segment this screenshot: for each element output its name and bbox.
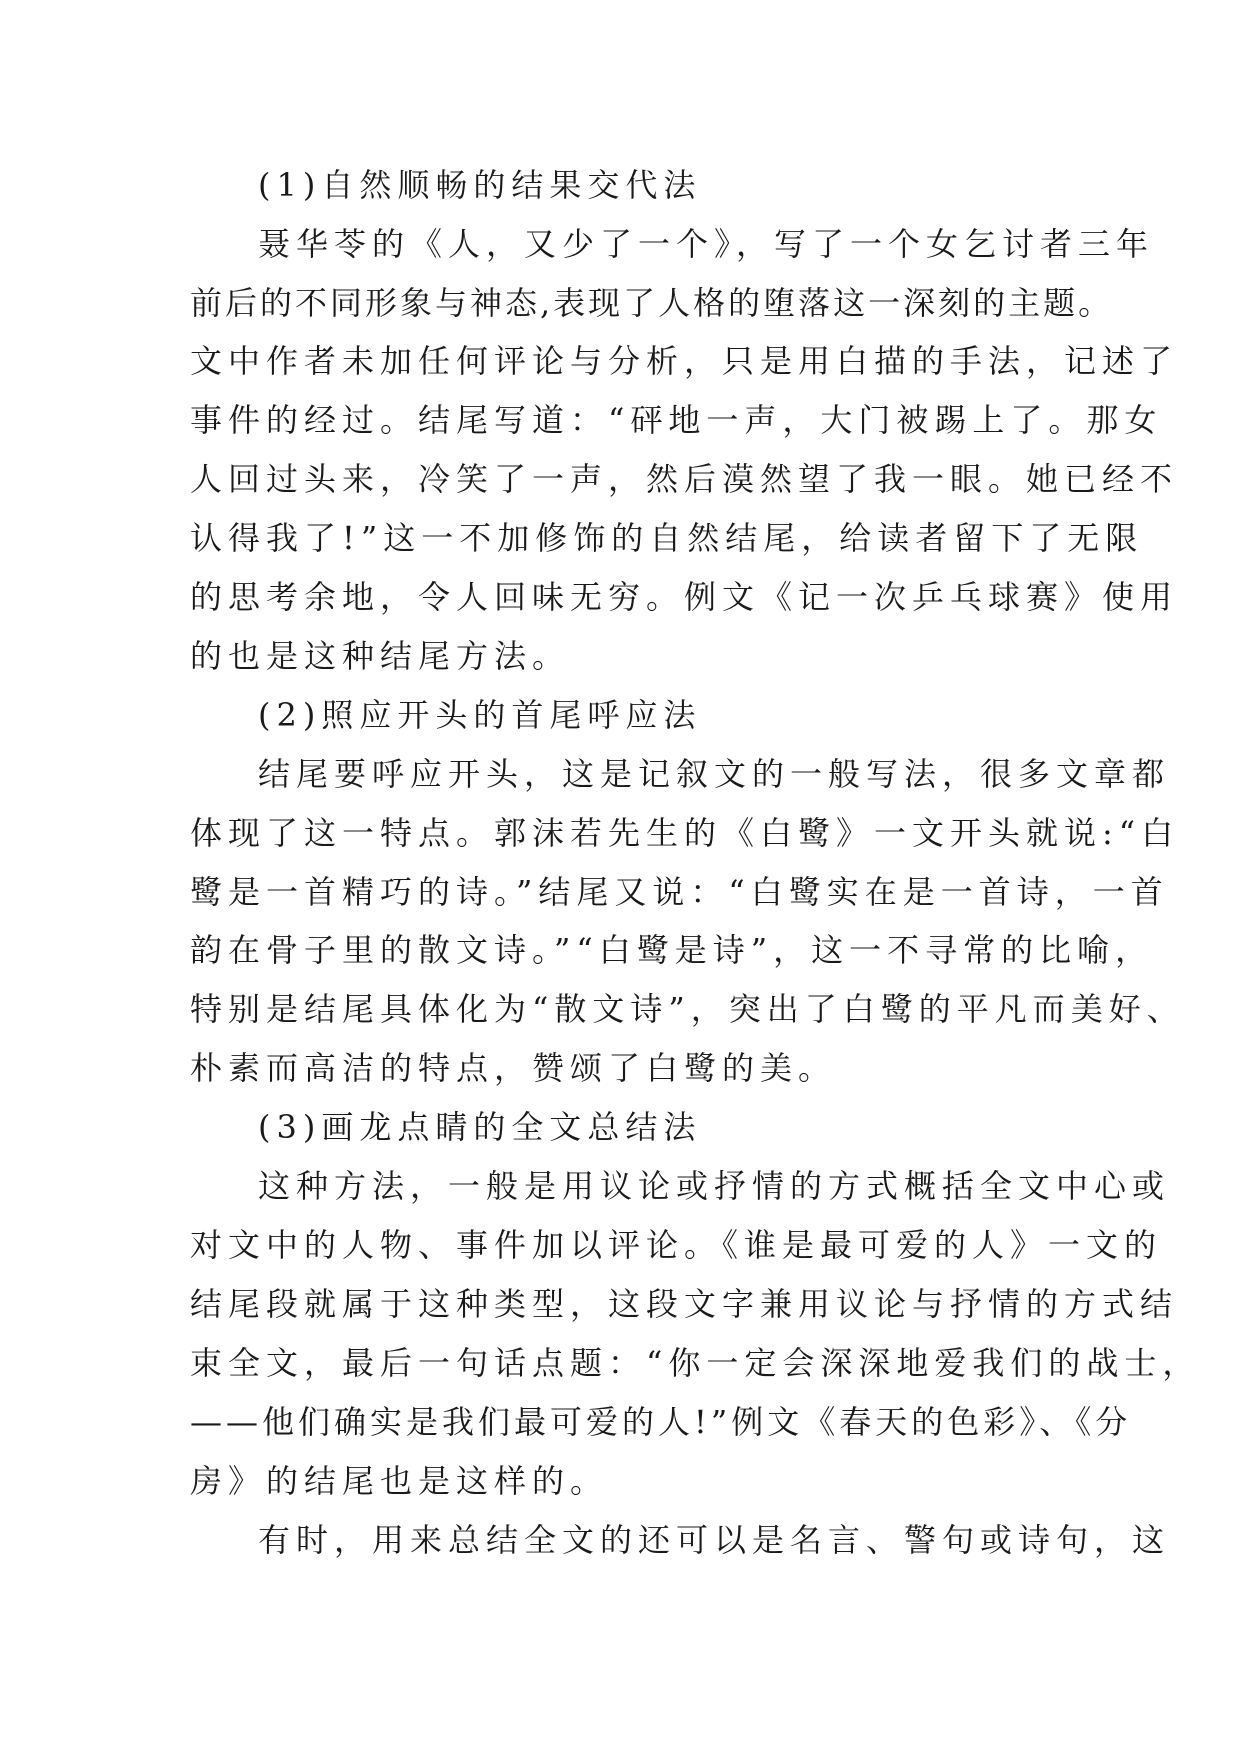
paragraph-line: 前后的不同形象与神态,表现了人格的堕落这一深刻的主题。 <box>190 284 1114 322</box>
paragraph-line: 韵在骨子里的散文诗。”“白鹭是诗”，这一不寻常的比喻， <box>190 931 1154 969</box>
paragraph-line: 体现了这一特点。郭沫若先生的《白鹭》一文开头就说:“白 <box>190 814 1180 852</box>
paragraph-line: 认得我了!”这一不加修饰的自然结尾，给读者留下了无限 <box>190 519 1144 557</box>
paragraph-line: 的思考余地，令人回味无穷。例文《记一次乒乓球赛》使用 <box>190 578 1179 616</box>
paragraph-line: 房》的结尾也是这样的。 <box>190 1462 609 1500</box>
paragraph-line: 结尾段就属于这种类型，这段文字兼用议论与抒情的方式结 <box>190 1285 1179 1323</box>
paragraph-line: ——他们确实是我们最可爱的人!”例文《春天的色彩》、《分 <box>190 1403 1132 1441</box>
paragraph-line: 朴素而高洁的特点，赞颂了白鹭的美。 <box>190 1049 837 1087</box>
paragraph-line: 束全文，最后一句话点题：“你一定会深深地爱我们的战士， <box>190 1344 1201 1382</box>
paragraph-line: 的也是这种结尾方法。 <box>190 637 571 675</box>
paragraph-line: 有时，用来总结全文的还可以是名言、警句或诗句，这 <box>258 1521 1171 1559</box>
paragraph-line: 聂华苓的《人，又少了一个》，写了一个女乞讨者三年 <box>258 225 1155 263</box>
paragraph-line: 人回过头来，冷笑了一声，然后漠然望了我一眼。她已经不 <box>190 460 1179 498</box>
paragraph-line: 事件的经过。结尾写道：“砰地一声，大门被踢上了。那女 <box>190 401 1163 439</box>
paragraph-line: 文中作者未加任何评论与分析，只是用白描的手法，记述了 <box>190 342 1179 380</box>
paragraph-line: 结尾要呼应开头，这是记叙文的一般写法，很多文章都 <box>258 755 1171 793</box>
section-heading-3: (3)画龙点睛的全文总结法 <box>258 1108 702 1146</box>
section-heading-2: (2)照应开头的首尾呼应法 <box>258 696 702 734</box>
paragraph-line: 对文中的人物、事件加以评论。《谁是最可爱的人》一文的 <box>190 1226 1163 1264</box>
paragraph-line: 鹭是一首精巧的诗。”结尾又说：“白鹭实在是一首诗，一首 <box>190 873 1169 911</box>
section-heading-1: (1)自然顺畅的结果交代法 <box>258 166 702 204</box>
paragraph-line: 特别是结尾具体化为“散文诗”，突出了白鹭的平凡而美好、 <box>190 990 1185 1028</box>
paragraph-line: 这种方法，一般是用议论或抒情的方式概括全文中心或 <box>258 1167 1171 1205</box>
